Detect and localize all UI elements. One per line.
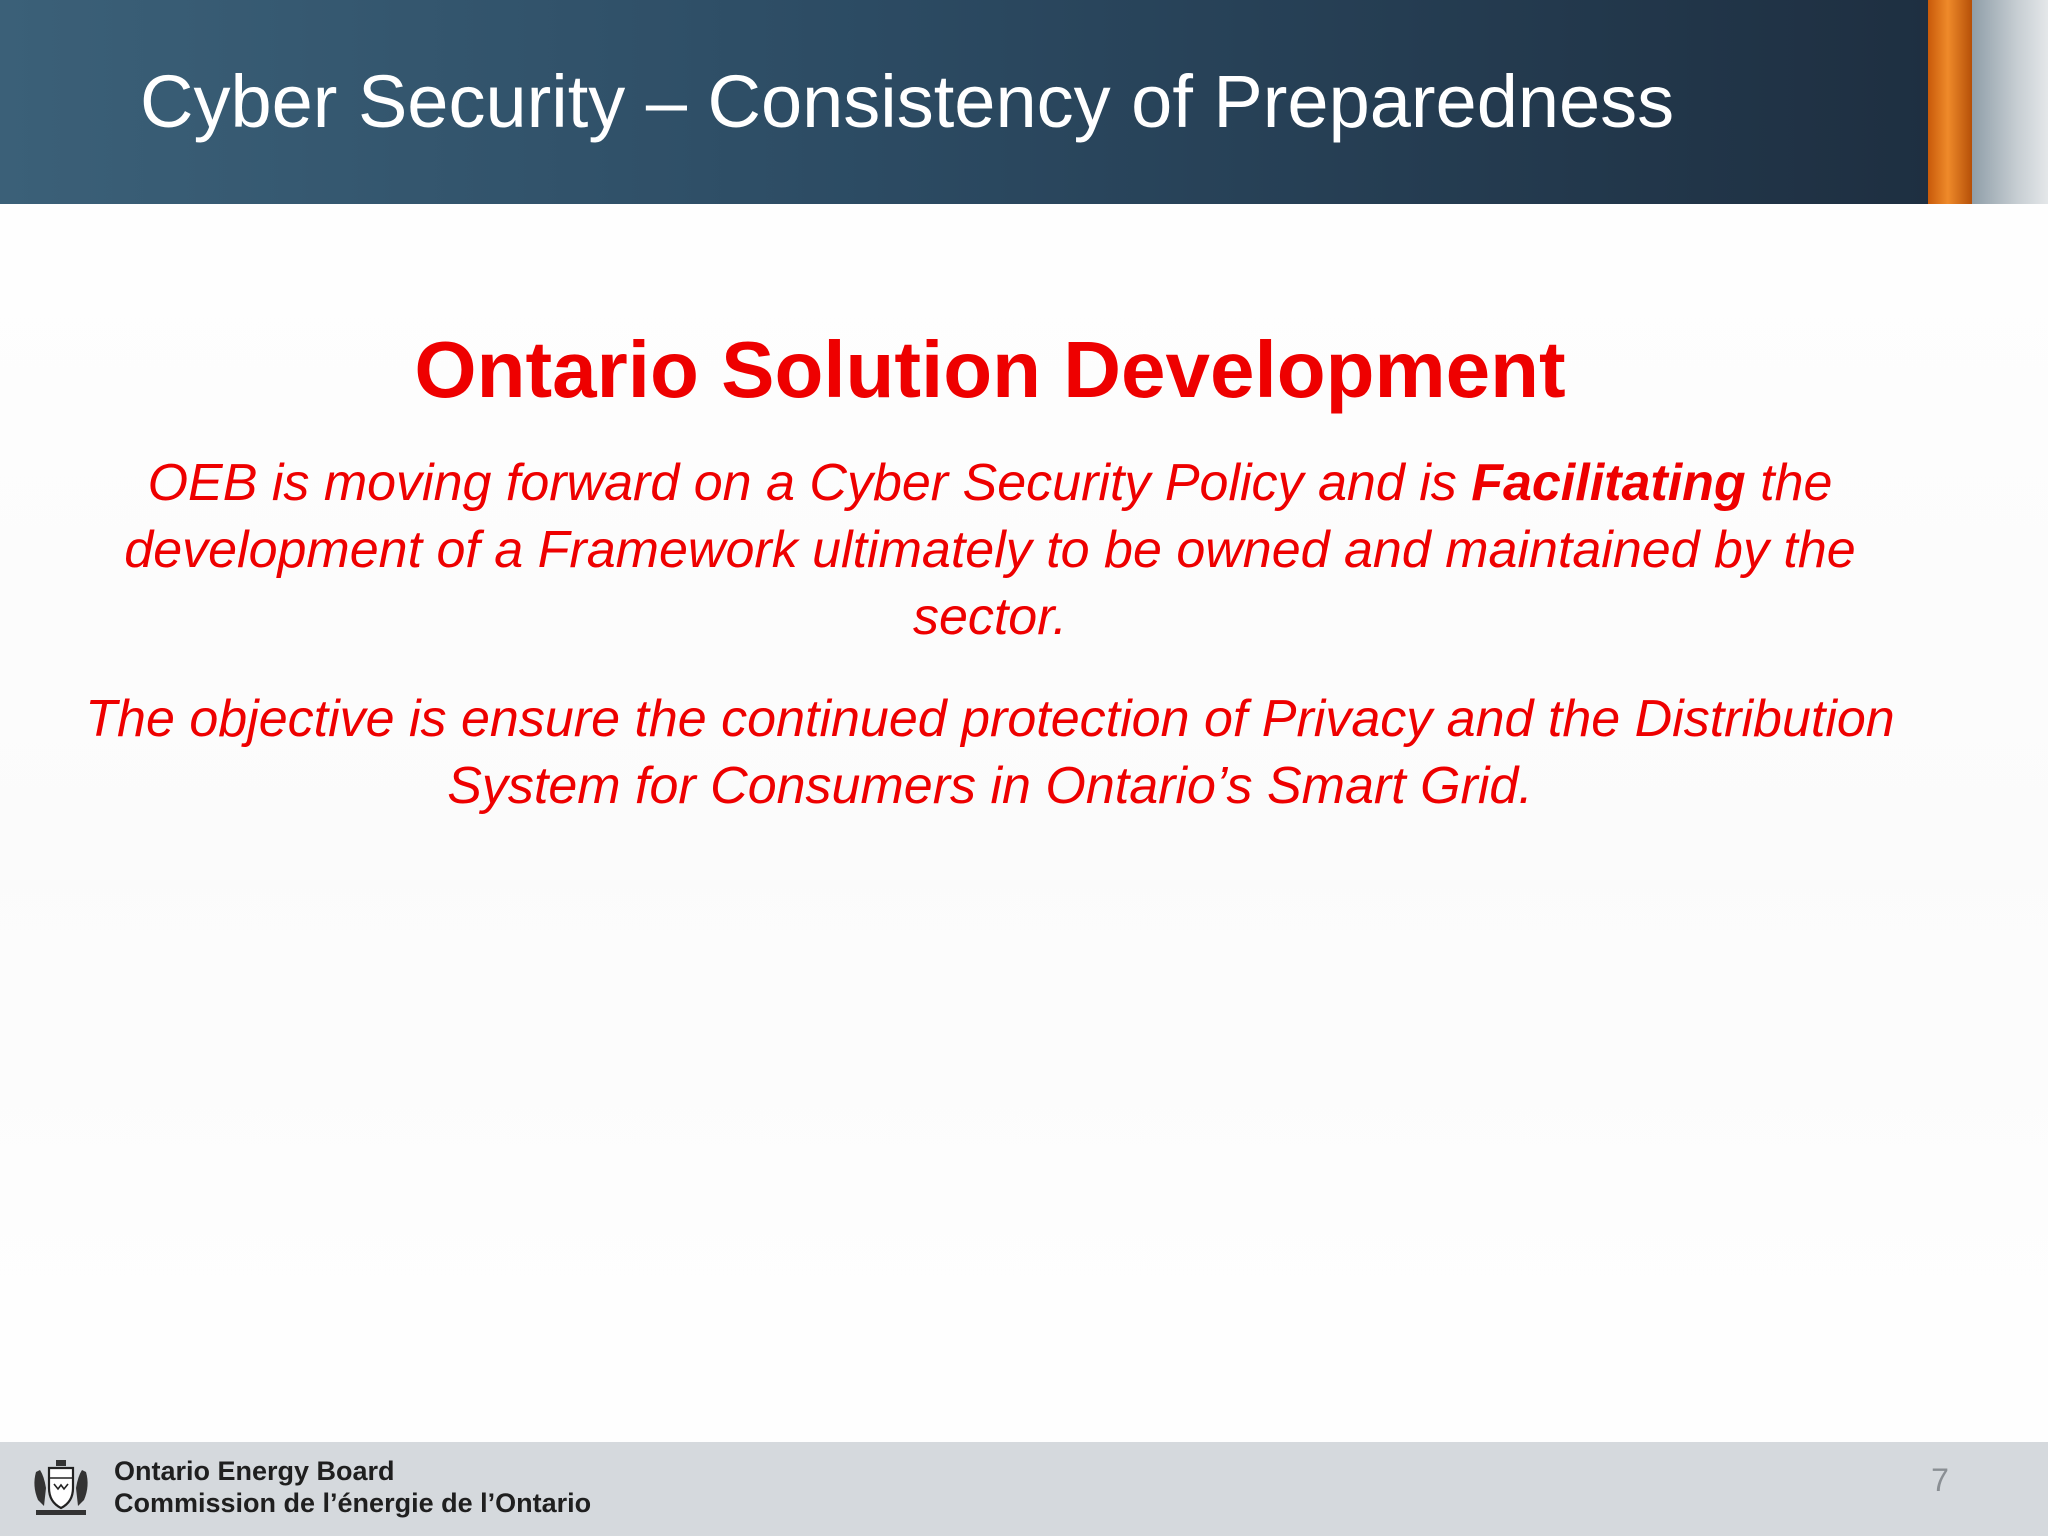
- slide-subtitle: Ontario Solution Development: [414, 325, 1566, 414]
- page-number: 7: [1931, 1462, 1949, 1498]
- paragraph-objective: The objective is ensure the continued protection of Privacy and the Distribution System for Consumers in Ontario’s Smart Grid.: [85, 690, 1895, 815]
- ontario-coat-of-arms-icon: [30, 1458, 92, 1520]
- paragraph-policy-part2: the development of a Framework ultimately to be owned and maintained by the sector.: [124, 454, 1856, 646]
- slide-content: [80, 320, 1900, 820]
- paragraph-policy: [80, 450, 1900, 651]
- footer-bar: [0, 1442, 2048, 1536]
- org-name-english: Ontario Energy Board: [114, 1456, 395, 1486]
- accent-fade: [1972, 0, 2048, 204]
- org-name-french: Commission de l’énergie de l’Ontario: [114, 1488, 592, 1518]
- title-bar: [0, 0, 1928, 204]
- paragraph-policy-emphasis: Facilitating: [1471, 454, 1746, 512]
- paragraph-policy-part1: OEB is moving forward on a Cyber Security Policy and is: [147, 454, 1472, 512]
- accent-bar: [1928, 0, 1972, 204]
- slide-title: Cyber Security – Consistency of Preparedness: [140, 60, 1675, 143]
